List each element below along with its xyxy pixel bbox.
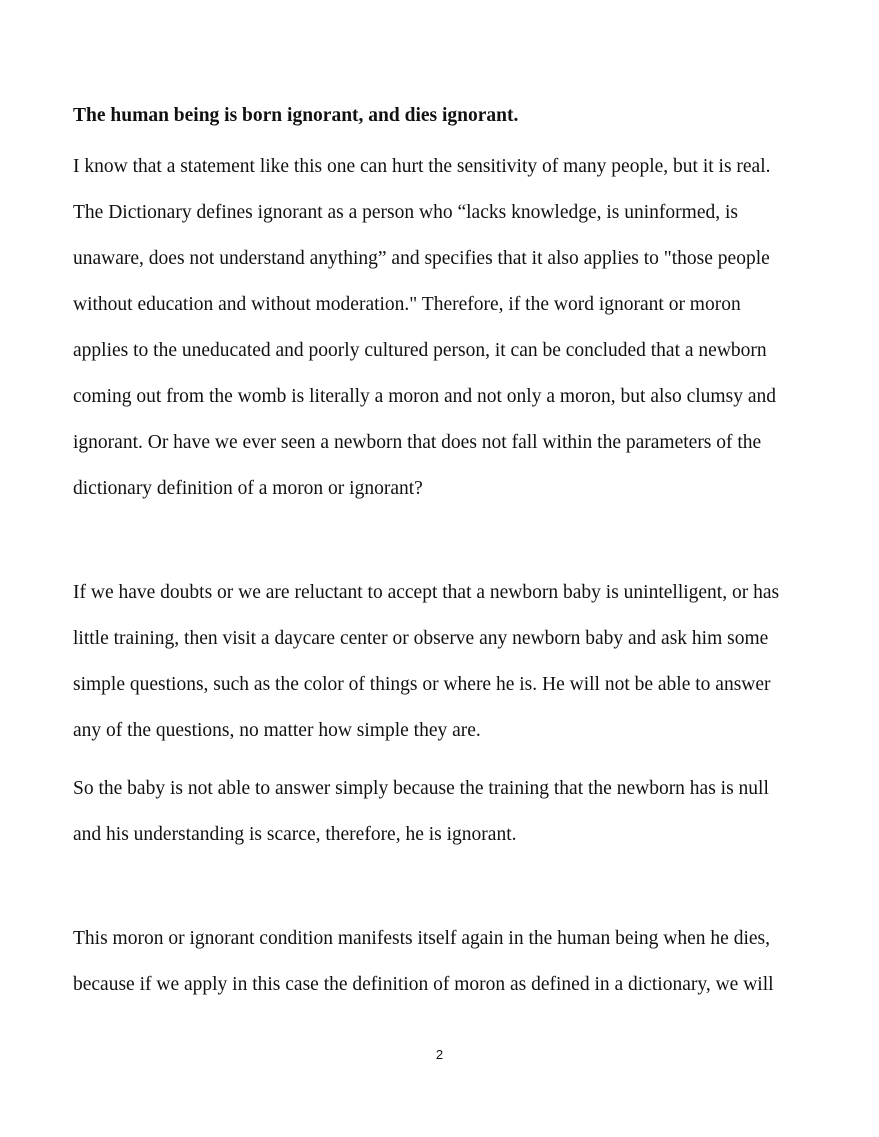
paragraph-spacer: [73, 512, 813, 570]
text-line: little training, then visit a daycare center or observe any newborn baby and ask him some: [73, 628, 769, 649]
paragraph-4: [73, 916, 813, 1008]
text-line: because if we apply in this case the definition of moron as defined in a dictionary, we will: [73, 974, 774, 995]
text-line: The Dictionary defines ignorant as a person who “lacks knowledge, is uninformed, is: [73, 202, 738, 223]
text-line: I know that a statement like this one can hurt the sensitivity of many people, but it is real.: [73, 156, 771, 177]
text-line: and his understanding is scarce, therefore, he is ignorant.: [73, 824, 517, 845]
text-line: simple questions, such as the color of things or where he is. He will not be able to answer: [73, 674, 771, 695]
page-number: 2: [435, 1047, 444, 1062]
paragraph-spacer: [73, 858, 813, 916]
paragraph-spacer: [73, 754, 813, 766]
text-line: This moron or ignorant condition manifests itself again in the human being when he dies,: [73, 928, 770, 949]
text-line: unaware, does not understand anything” and specifies that it also applies to "those people: [73, 248, 770, 269]
text-line: ignorant. Or have we ever seen a newborn that does not fall within the parameters of the: [73, 432, 762, 453]
text-line: without education and without moderation." Therefore, if the word ignorant or moron: [73, 294, 741, 315]
paragraph-2: [73, 570, 813, 754]
text-line: coming out from the womb is literally a moron and not only a moron, but also clumsy and: [73, 386, 776, 407]
text-line: If we have doubts or we are reluctant to accept that a newborn baby is unintelligent, or has: [73, 582, 780, 603]
text-line: applies to the uneducated and poorly cultured person, it can be concluded that a newborn: [73, 340, 767, 361]
page-content: [73, 103, 813, 1008]
text-line: dictionary definition of a moron or ignorant?: [73, 478, 423, 499]
paragraph-3: [73, 766, 813, 858]
paragraph-1: [73, 144, 813, 512]
text-line: So the baby is not able to answer simply because the training that the newborn has is null: [73, 778, 769, 799]
text-line: any of the questions, no matter how simple they are.: [73, 720, 481, 741]
section-heading: The human being is born ignorant, and dies ignorant.: [73, 105, 519, 126]
